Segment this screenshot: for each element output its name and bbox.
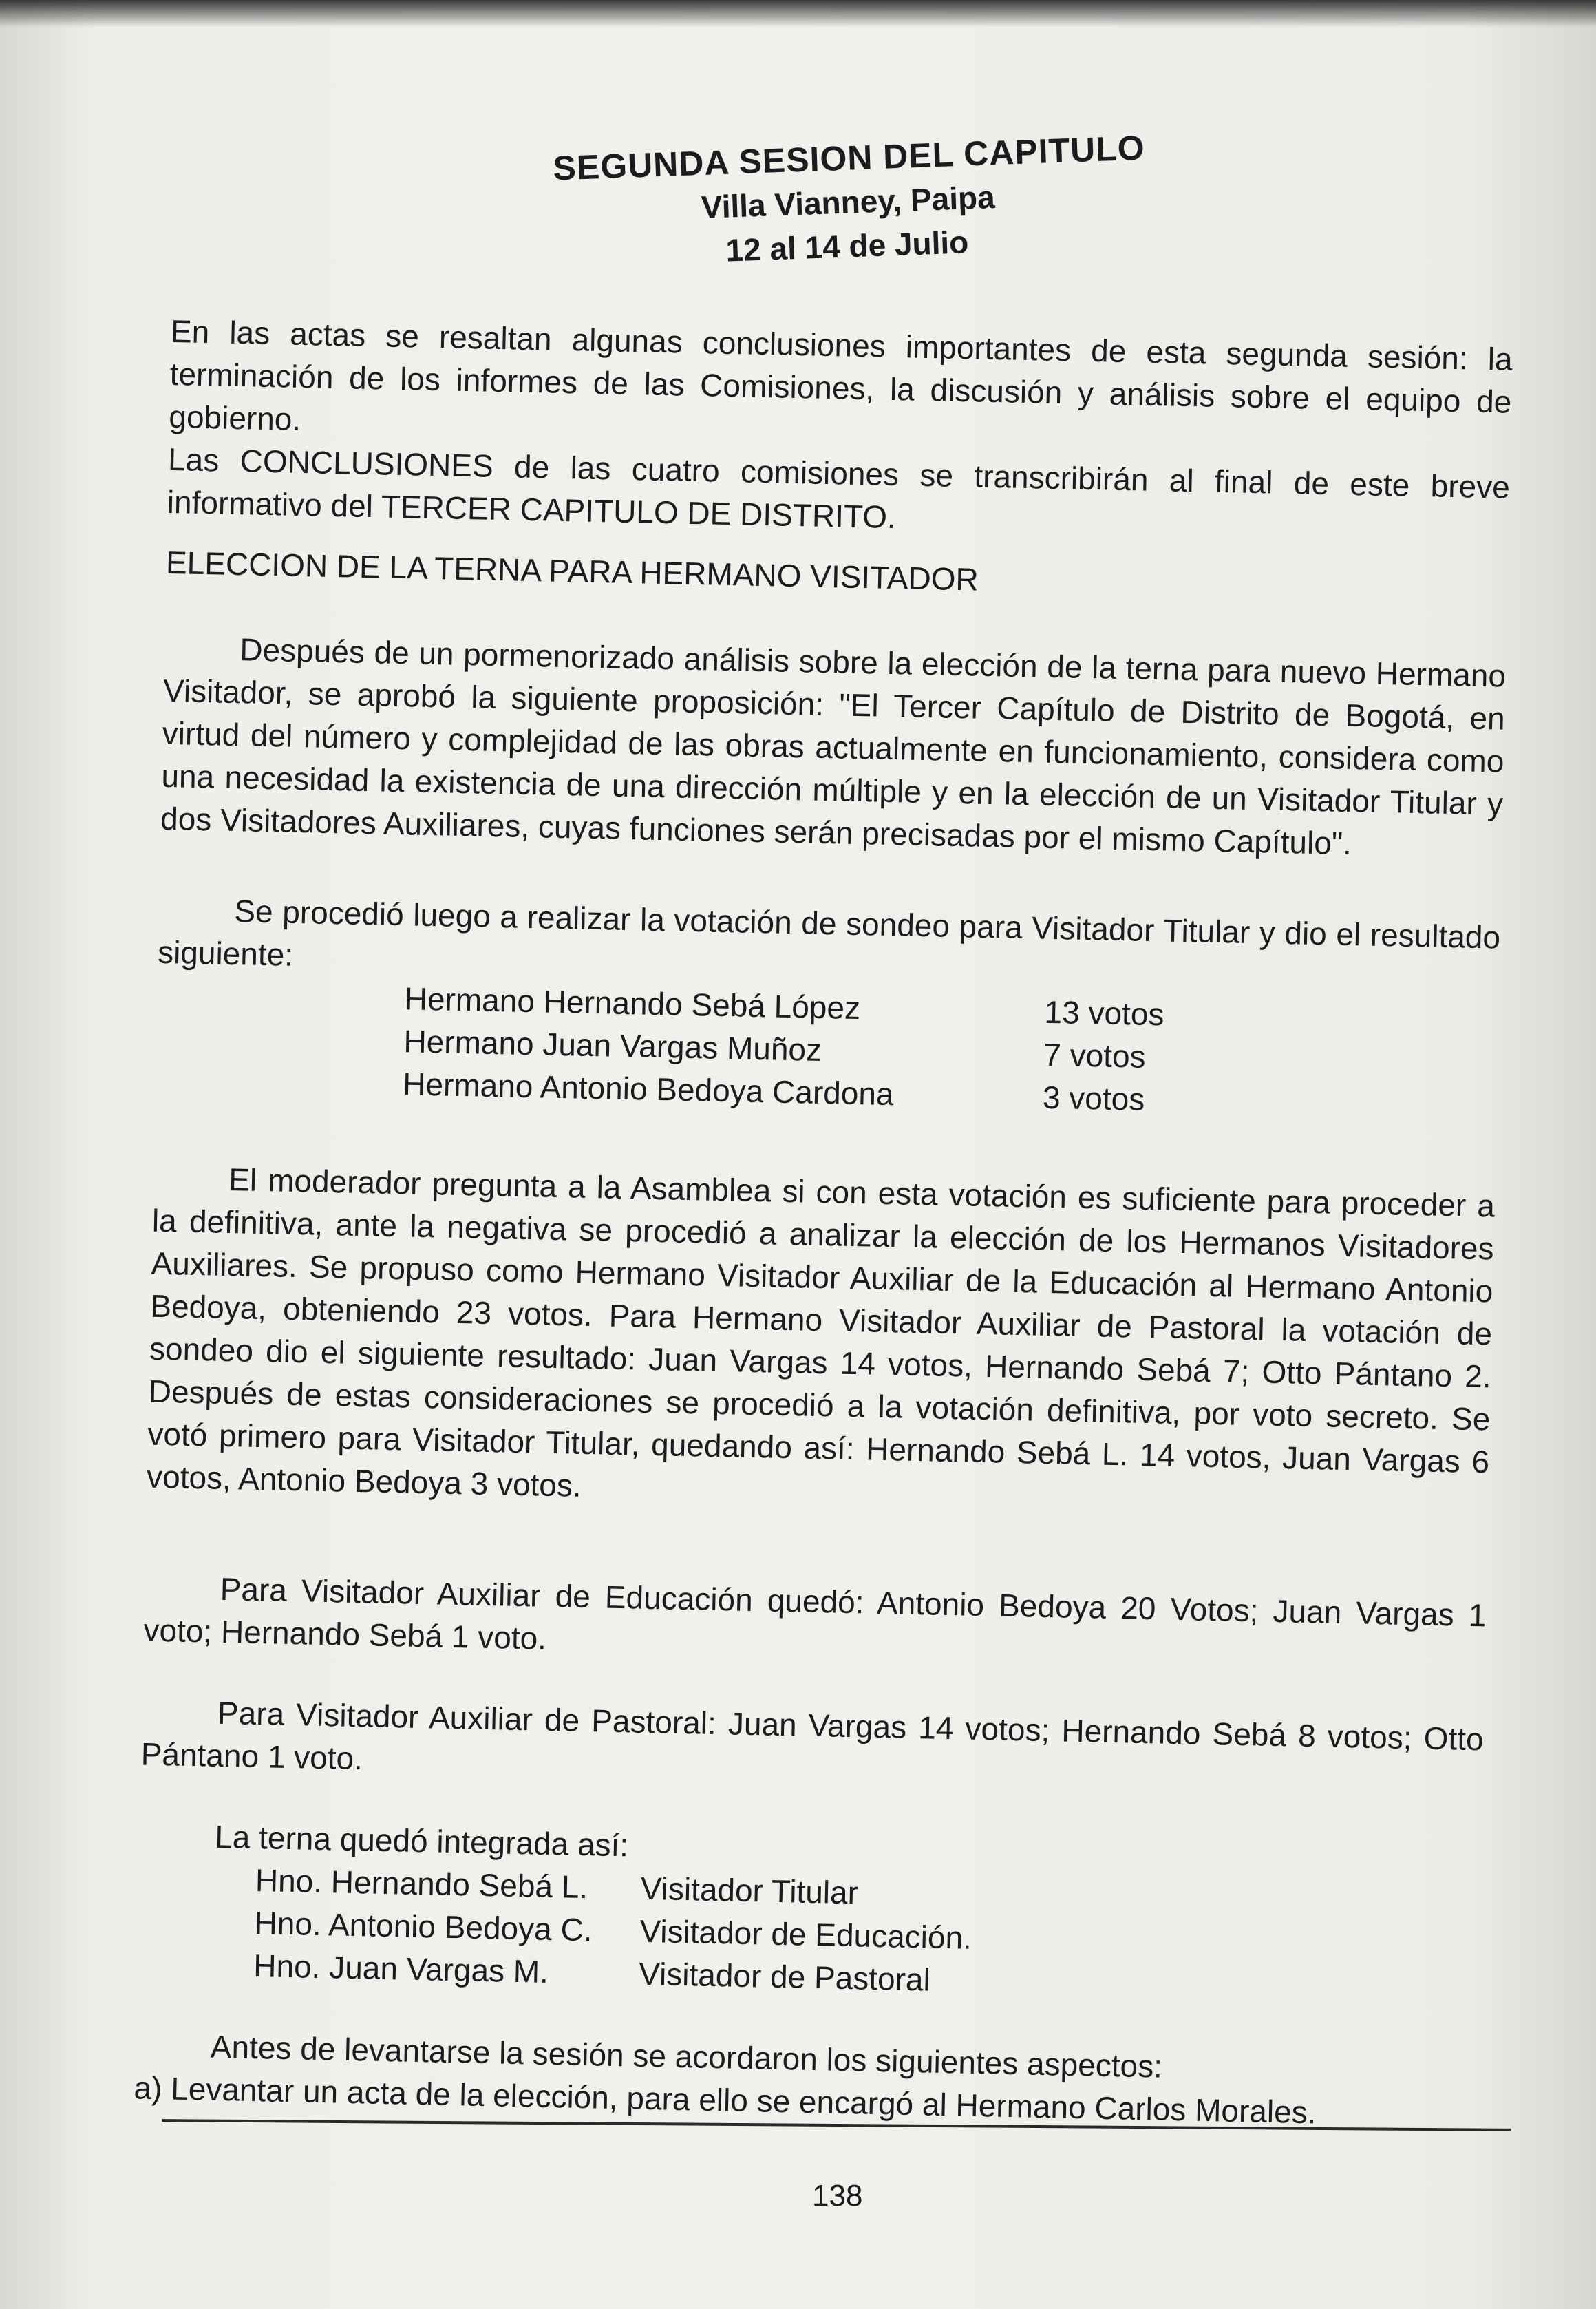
candidate-name: Hermano Hernando Sebá López	[404, 980, 861, 1026]
page-number: 138	[812, 2179, 863, 2213]
session-dates: 12 al 14 de Julio	[725, 224, 970, 268]
terna-intro: La terna quedó integrada así:	[214, 1818, 629, 1864]
candidate-name: Hermano Juan Vargas Muñoz	[403, 1023, 822, 1068]
closing-intro: Antes de levantarse la sesión se acordaron los siguientes aspectos:	[210, 2028, 1163, 2085]
terna-member-name: Hno. Antonio Bedoya C.	[254, 1904, 593, 1948]
session-title: SEGUNDA SESION DEL CAPITULO	[552, 128, 1146, 188]
candidate-votes: 7 votos	[1043, 1036, 1147, 1075]
terna-member-role: Visitador de Educación.	[639, 1912, 972, 1956]
session-location: Villa Vianney, Paipa	[700, 179, 996, 225]
terna-member-name: Hno. Hernando Sebá L.	[255, 1862, 588, 1906]
closing-item-a: a) Levantar un acta de la elección, para ello se encargó al Hermano Carlos Morales.	[134, 2069, 1317, 2131]
candidate-votes: 13 votos	[1044, 993, 1165, 1033]
candidate-name: Hermano Antonio Bedoya Cardona	[402, 1066, 895, 1113]
sondeo-vote-list	[403, 977, 1231, 1122]
education-vote-paragraph: Para Visitador Auxiliar de Educación quedó: Antonio Bedoya 20 Votos; Juan Vargas 1 voto; Hernando Sebá 1 voto.	[143, 1570, 1487, 1656]
page-text	[132, 103, 1517, 2196]
page-shadow	[0, 0, 1596, 28]
intro-paragraph: En las actas se resaltan algunas conclusiones importantes de esta segunda sesión: la terminación de los informes de las Comisiones, la discusión y análisis sobre el equipo de gobierno.	[168, 313, 1513, 437]
terna-member-role: Visitador Titular	[640, 1870, 859, 1911]
terna-member-name: Hno. Juan Vargas M.	[253, 1947, 549, 1990]
candidate-votes: 3 votos	[1042, 1079, 1145, 1117]
moderator-paragraph: El moderador pregunta a la Asamblea si con esta votación es suficiente para proceder a la definitiva, ante la negativa se procedió a analizar la elección de los Hermanos Visitadores Auxiliares. Se propuso como Hermano Visitador Auxiliar de la Educación al Hermano Antonio Bedoya, obteniendo 23 votos. Para Hermano Visitador Auxiliar de Pastoral la votación de sondeo dio el siguiente resultado: Juan Vargas 14 votos, Hernando Sebá 7; Otto Pántano 2. Después de estas consideraciones se procedió a la votación definitiva, por voto secreto. Se votó primero para Visitador Titular, quedando así: Hernando Sebá L. 14 votos, Juan Vargas 6 votos, Antonio Bedoya 3 votos.	[146, 1161, 1496, 1504]
terna-member-role: Visitador de Pastoral	[638, 1955, 931, 1998]
section-heading: ELECCION DE LA TERNA PARA HERMANO VISITADOR	[165, 544, 979, 598]
terna-list	[253, 1859, 973, 2002]
sondeo-paragraph: Se procedió luego a realizar la votación de sondeo para Visitador Titular y dio el resultado siguiente:	[157, 893, 1501, 973]
pastoral-vote-paragraph: Para Visitador Auxiliar de Pastoral: Juan Vargas 14 votos; Hernando Sebá 8 votos; Otto Pántano 1 voto.	[140, 1694, 1485, 1777]
proposal-paragraph: Después de un pormenorizado análisis sobre la elección de la terna para nuevo Hermano Visitador, se aprobó la siguiente proposición: "El Tercer Capítulo de Distrito de Bogotá, en virtud del número y complejidad de las obras actualmente en funcionamiento, considera como una necesidad la existencia de una dirección múltiple y en la elección de un Visitador Titular y dos Visitadores Auxiliares, cuyas funciones serán precisadas por el mismo Capítulo".	[160, 631, 1507, 862]
conclusions-paragraph: Las CONCLUSIONES de las cuatro comisiones se transcribirán al final de este breve informativo del TERCER CAPITULO DE DISTRITO.	[167, 441, 1511, 536]
